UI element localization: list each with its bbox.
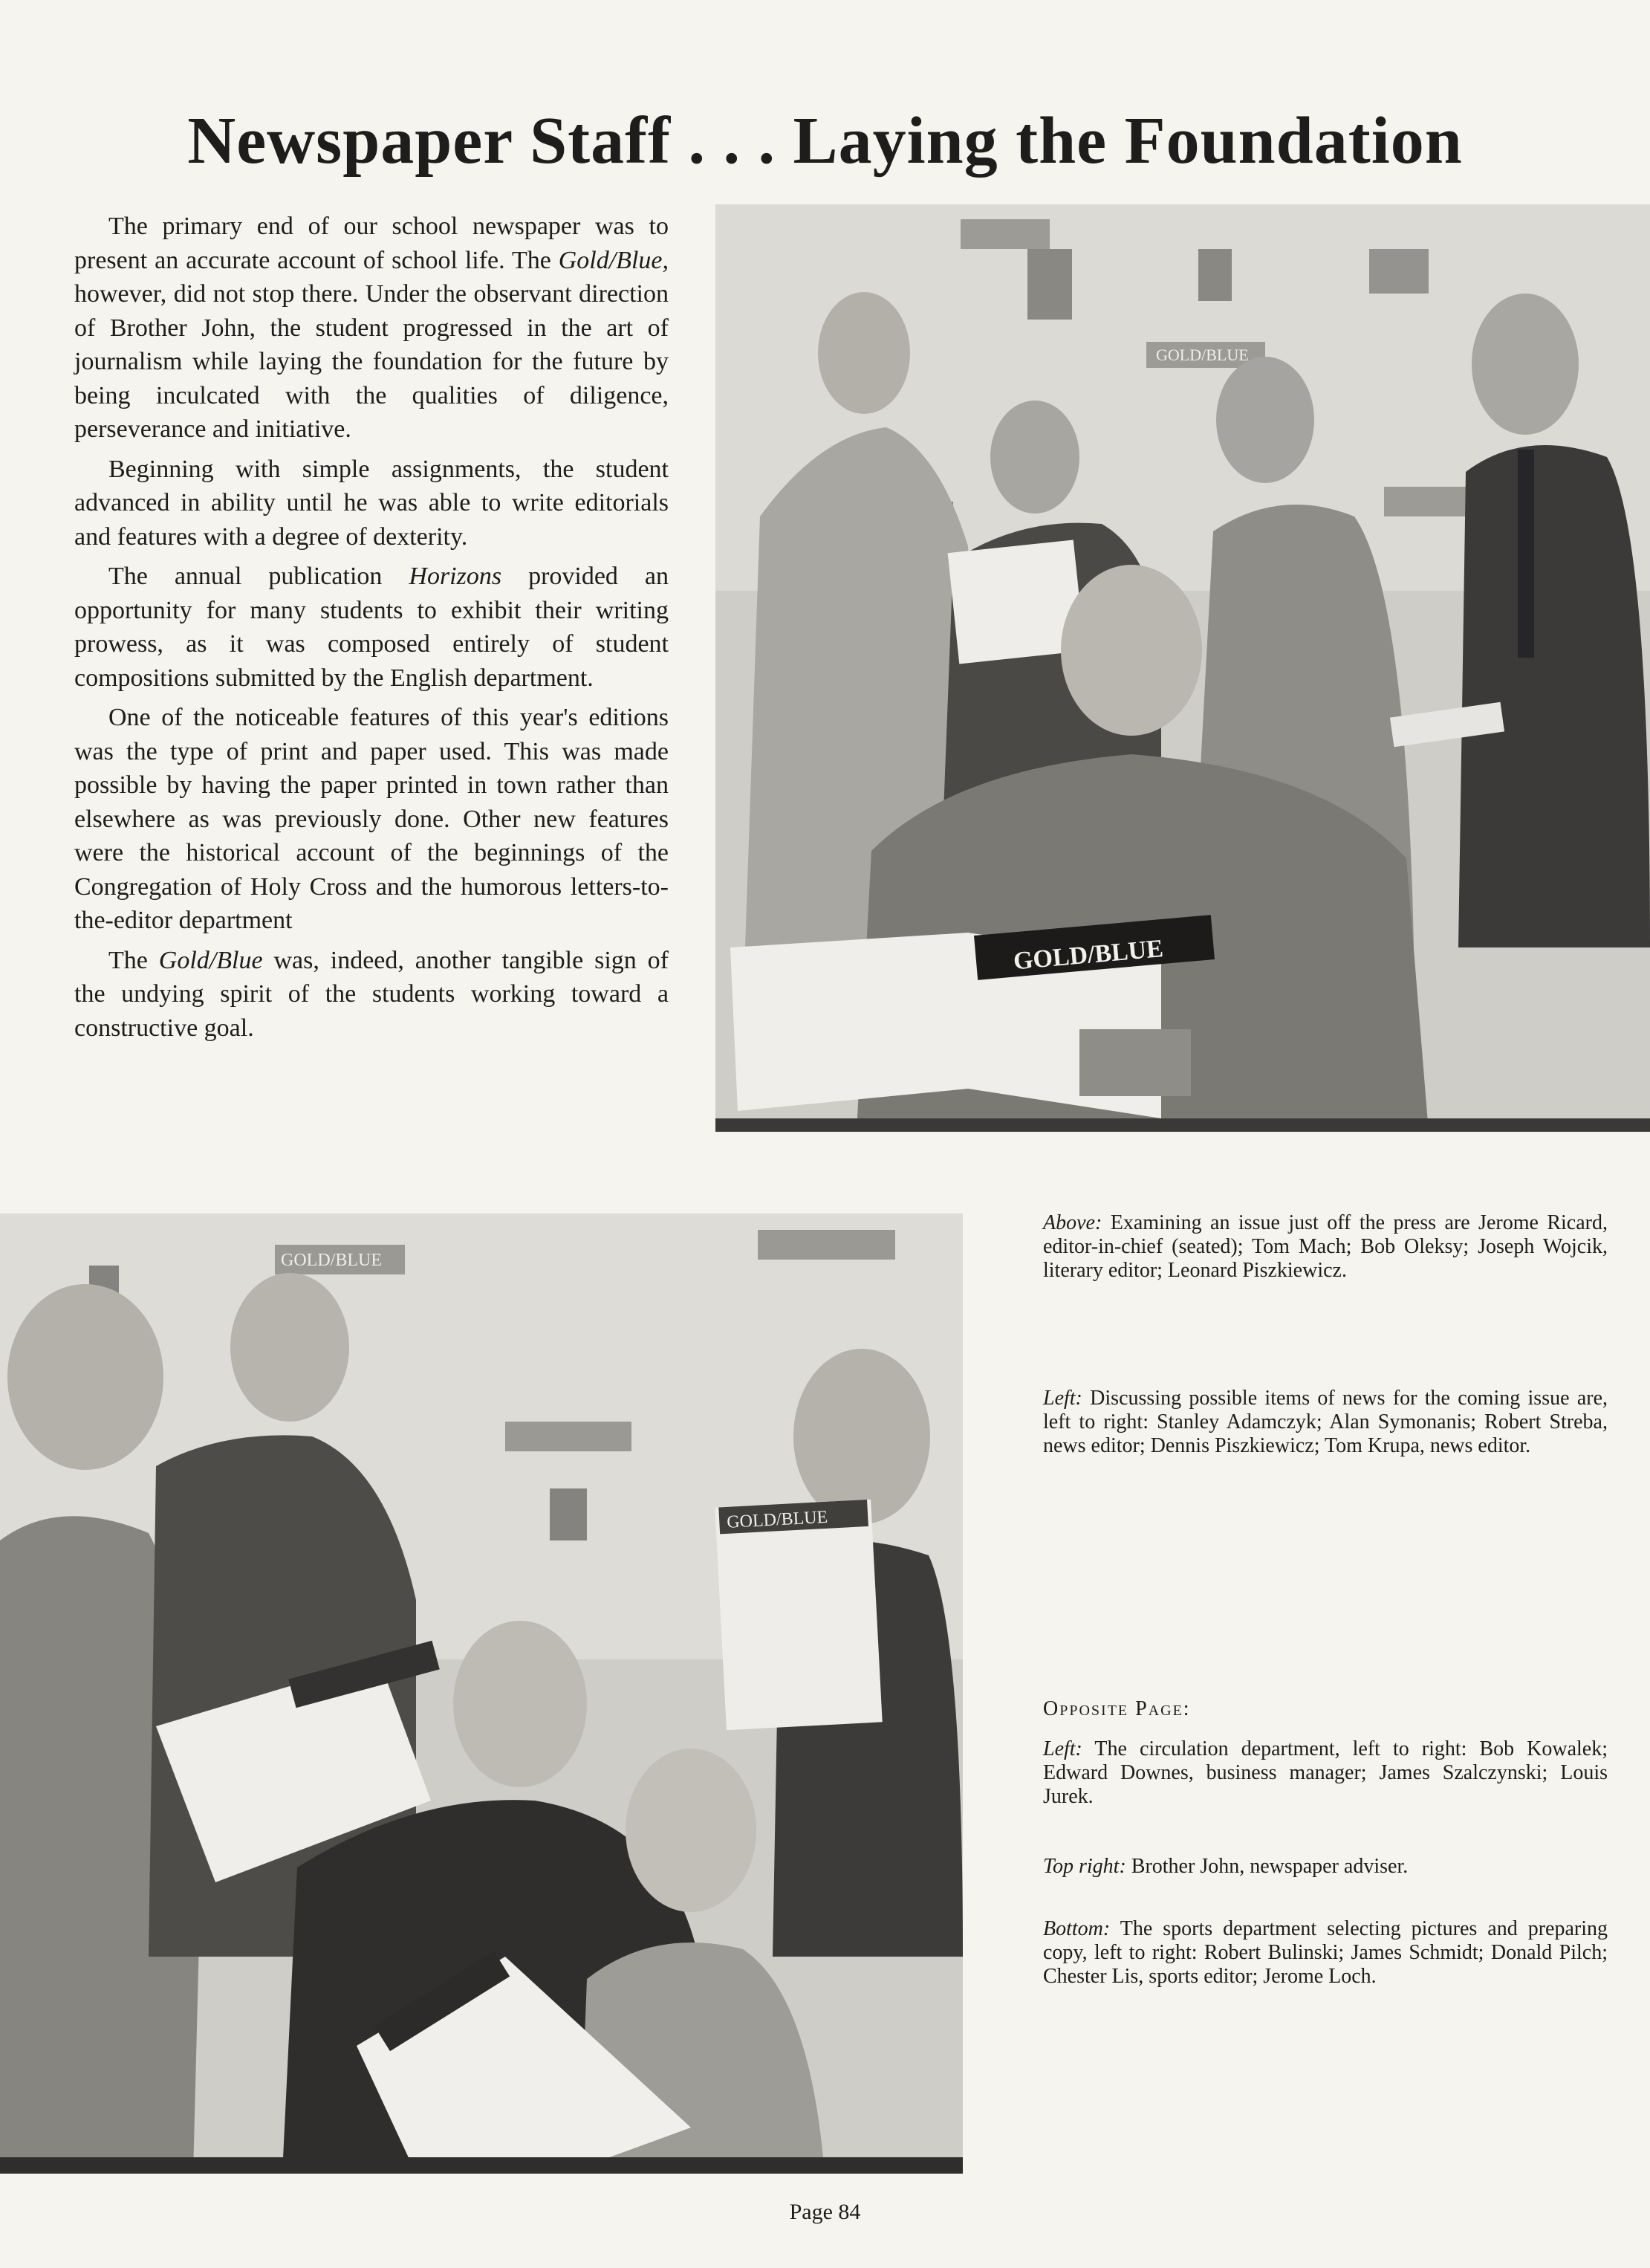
caption-opp-bottom-text: The sports department selecting pictures and preparing copy, left to right: Robert Bulinski; James Schmidt; Donald Pilch; Chester Lis, sports editor; Jerome Loch. [1043, 1917, 1608, 1988]
paragraph-5 [74, 944, 669, 1046]
paragraph-5-text-a: The [108, 946, 159, 974]
caption-above-text: Examining an issue just off the press are Jerome Ricard, editor-in-chief (seated); Tom Mach; Bob Oleksy; Joseph Wojcik, literary editor; Leonard Piszkiewicz. [1043, 1211, 1608, 1282]
caption-opp-left-lead: Left: [1043, 1737, 1082, 1760]
photo-bottom-illustration [0, 1214, 963, 2174]
page-title: Newspaper Staff . . . Laying the Foundation [187, 104, 1463, 178]
paragraph-3-title-ref: Horizons [409, 563, 502, 590]
paragraph-1-title-ref: Gold/Blue, [558, 246, 669, 274]
caption-opp-top-right-lead: Top right: [1043, 1855, 1126, 1878]
caption-opposite-left [1043, 1737, 1608, 1809]
paragraph-3 [74, 560, 669, 695]
caption-opp-bottom-lead: Bottom: [1043, 1917, 1111, 1940]
paragraph-4-text: One of the noticeable features of this year's editions was the type of print and paper used. This was made possible by having the paper printed in town rather than elsewhere as was previously done. Other new features were the historical account of the beginnings of the Congregation of Holy Cross and the humorous letters-to-the-editor department [74, 704, 669, 934]
paragraph-1-text-a: The primary end of our school newspaper was to present an accurate account of school life. The [74, 213, 669, 274]
caption-opp-left-text: The circulation department, left to right: Bob Kowalek; Edward Downes, business manager; James Szalczynski; Louis Jurek. [1043, 1737, 1608, 1808]
caption-left-lead: Left: [1043, 1387, 1082, 1410]
caption-left-text: Discussing possible items of news for the coming issue are, left to right: Stanley Adamczyk; Alan Symonanis; Robert Streba, news editor; Dennis Piszkiewicz; Tom Krupa, news editor. [1043, 1387, 1608, 1457]
paragraph-3-text-b: provided an opportunity for many students to exhibit their writing prowess, as it was composed entirely of student compositions submitted by the English department. [74, 563, 669, 692]
paragraph-2-text: Beginning with simple assignments, the student advanced in ability until he was able to write editorials and features with a degree of dexterity. [74, 455, 669, 551]
newspaper-masthead-right: GOLD/BLUE [726, 1507, 828, 1532]
caption-opposite-heading [1043, 1697, 1608, 1721]
paragraph-3-text-a: The annual publication [108, 563, 409, 590]
article-body [74, 210, 669, 1051]
wall-poster-label-bottom: GOLD/BLUE [281, 1251, 382, 1270]
caption-opposite-top-right [1043, 1855, 1608, 1879]
paragraph-2 [74, 453, 669, 554]
page-number: Page 84 [789, 2200, 861, 2224]
caption-above-lead: Above: [1043, 1211, 1102, 1234]
caption-opposite-bottom [1043, 1917, 1608, 1989]
paragraph-1 [74, 210, 669, 447]
caption-left [1043, 1387, 1608, 1458]
caption-opp-top-right-text: Brother John, newspaper adviser. [1126, 1855, 1409, 1878]
caption-above [1043, 1211, 1608, 1283]
photo-staff-examining-issue [715, 204, 1650, 1132]
paragraph-5-text-b: was, indeed, another tangible sign of the undying spirit of the students working toward a constructive goal. [74, 946, 669, 1042]
paragraph-1-text-b: however, did not stop there. Under the observant direction of Brother John, the student progressed in the art of journalism while laying the foundation for the future by being inculcated with the qualities of diligence, perseverance and initiative. [74, 280, 669, 443]
paragraph-5-title-ref: Gold/Blue [158, 946, 263, 974]
photo-news-team-discussing [0, 1214, 963, 2174]
opposite-page-heading: Opposite Page: [1043, 1697, 1191, 1720]
photo-top-illustration [715, 204, 1650, 1132]
newspaper-masthead-top: GOLD/BLUE [1012, 935, 1165, 976]
paragraph-4 [74, 701, 669, 938]
wall-poster-label: GOLD/BLUE [1156, 346, 1249, 364]
